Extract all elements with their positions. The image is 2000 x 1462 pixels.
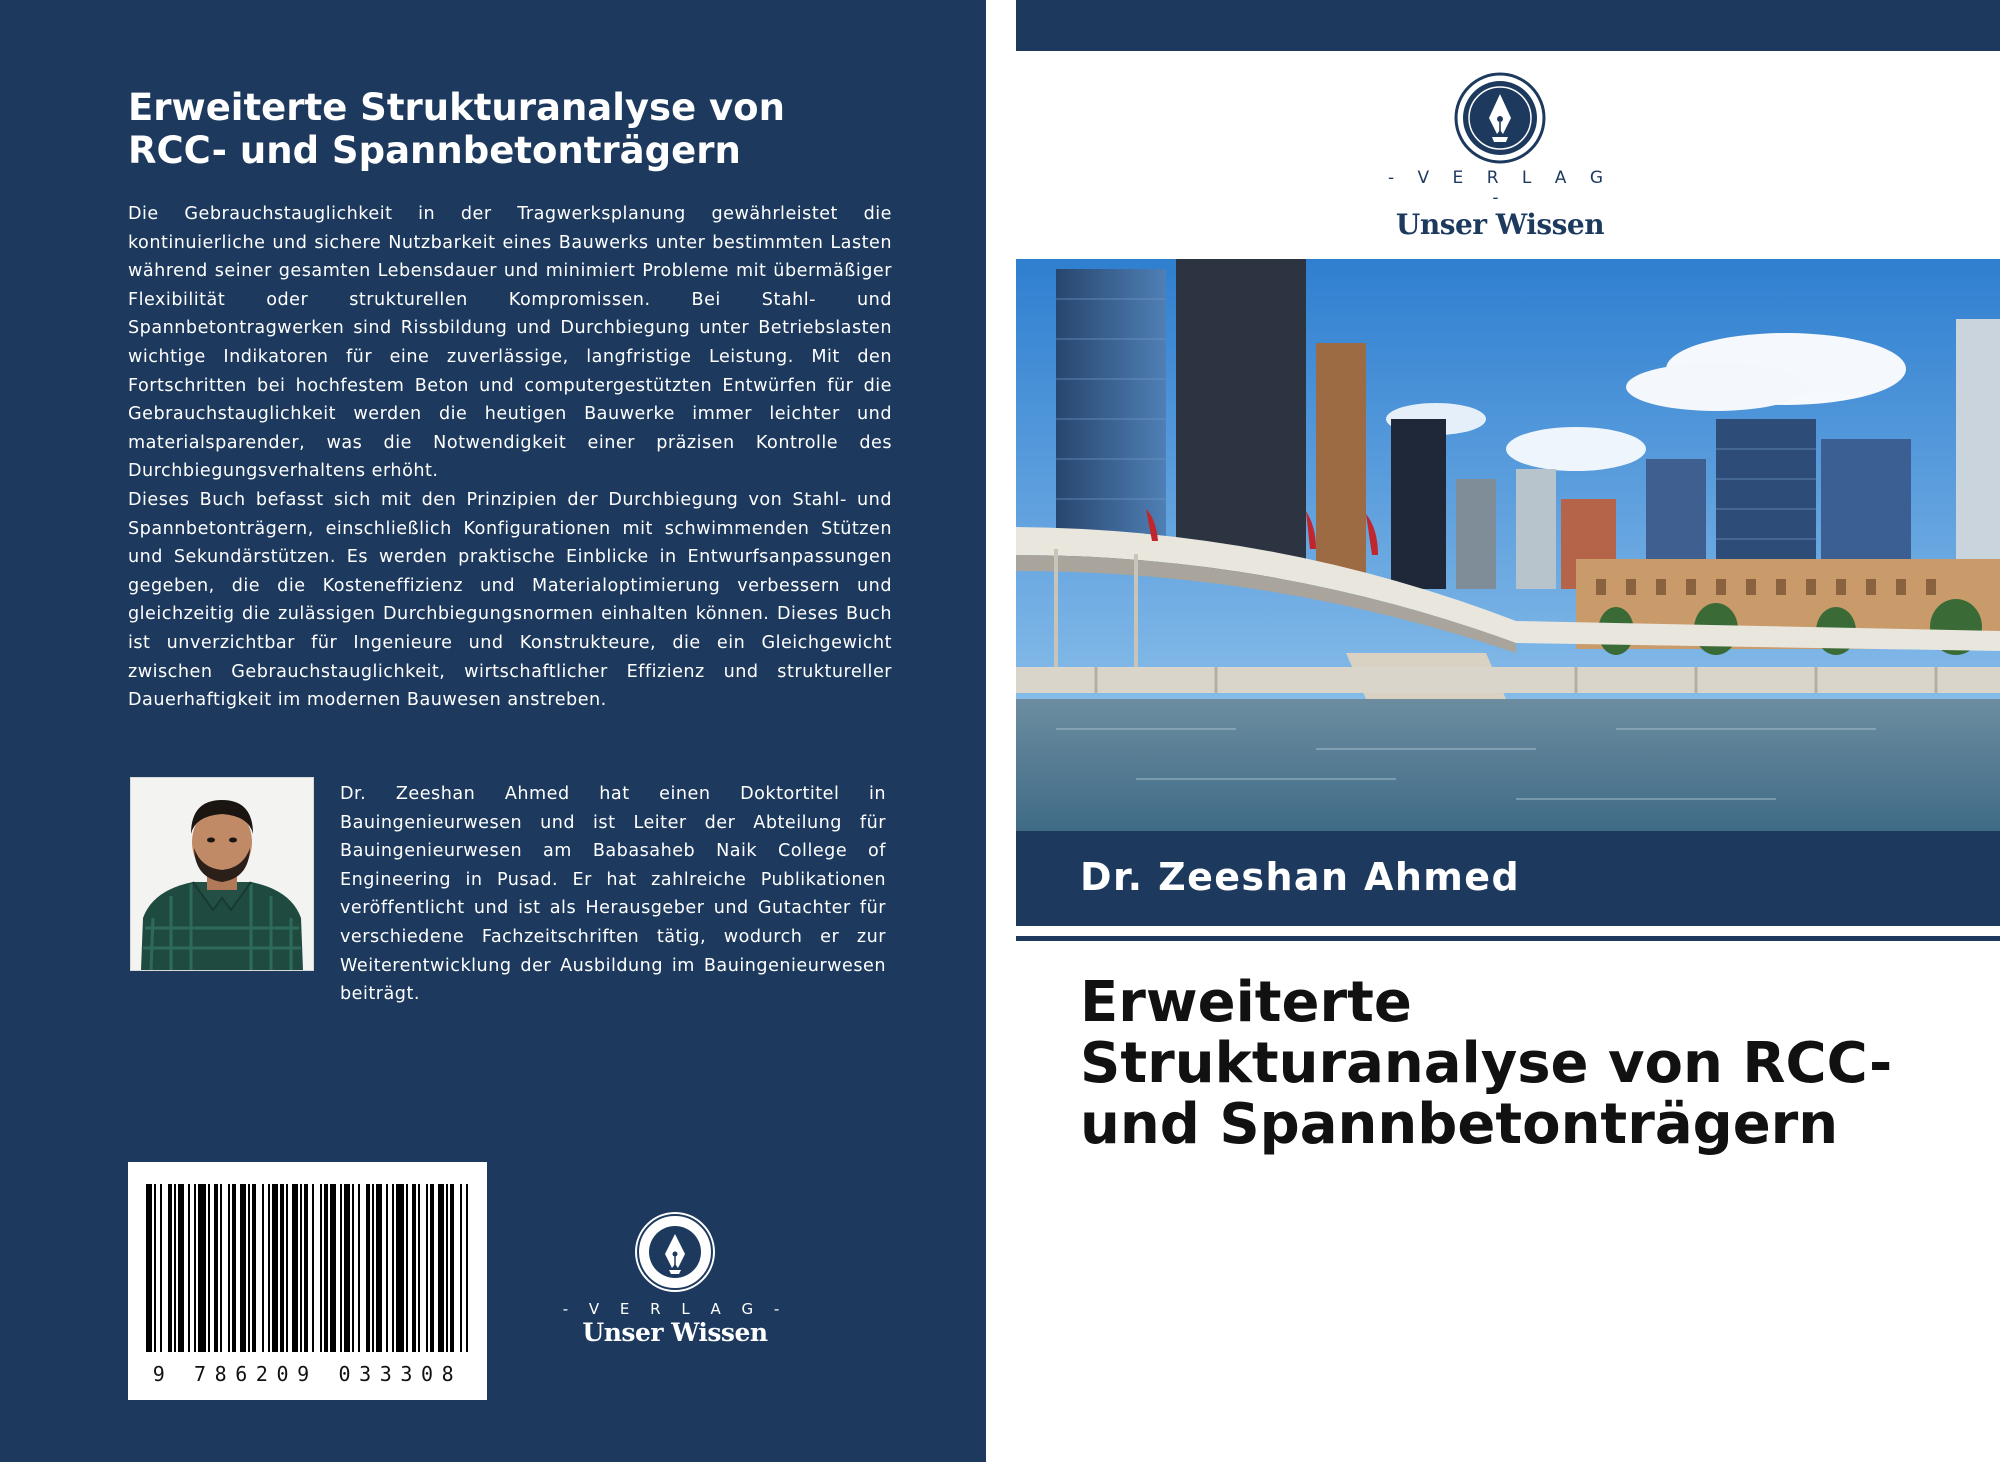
back-verlag-label: - V E R L A G - [562, 1300, 788, 1318]
barcode-bar [426, 1184, 428, 1352]
barcode-bar [154, 1184, 156, 1352]
barcode-bar [146, 1184, 152, 1352]
city-bridge-river-photo [1016, 259, 2000, 831]
barcode-bar [446, 1184, 448, 1352]
back-cover [0, 0, 986, 1462]
barcode-bar [160, 1184, 162, 1352]
barcode-bar [252, 1184, 256, 1352]
isbn-digits: 9 786209 033308 [152, 1362, 463, 1386]
barcode-bar [268, 1184, 270, 1352]
barcode-bar [248, 1184, 250, 1352]
back-title-line-1: Erweiterte Strukturanalyse von [128, 86, 785, 129]
barcode-bar [358, 1184, 360, 1352]
front-divider [1016, 936, 2000, 941]
barcode-bar [340, 1184, 342, 1352]
front-title-line-1: Erweiterte [1080, 970, 1412, 1035]
barcode-bar [438, 1184, 444, 1352]
barcode-bar [460, 1184, 462, 1352]
spine-gap [986, 0, 1016, 1462]
front-title [1080, 972, 1980, 1155]
front-author-name: Dr. Zeeshan Ahmed [1080, 855, 1521, 899]
barcode-bar [194, 1184, 196, 1352]
barcode-bar [418, 1184, 420, 1352]
barcode-bar [168, 1184, 172, 1352]
back-title-line-2: RCC- und Spannbetonträgern [128, 129, 741, 172]
barcode-bar [376, 1184, 382, 1352]
fountain-pen-nib-icon [633, 1210, 717, 1294]
barcode-bar [262, 1184, 264, 1352]
barcode-bar [450, 1184, 454, 1352]
back-blurb [128, 200, 892, 715]
barcode-bar [344, 1184, 350, 1352]
back-publisher-logo [560, 1210, 790, 1347]
barcode-bar [330, 1184, 336, 1352]
barcode-bar [272, 1184, 278, 1352]
barcode-bar [412, 1184, 416, 1352]
fountain-pen-nib-icon [1454, 72, 1546, 164]
barcode-bar [174, 1184, 176, 1352]
barcode-bar [286, 1184, 288, 1352]
barcode-bar [300, 1184, 302, 1352]
barcode-bar [396, 1184, 404, 1352]
author-band [1016, 831, 2000, 926]
barcode-bar [232, 1184, 236, 1352]
front-brand-name: Unser Wissen [1395, 208, 1605, 241]
barcode-bar [406, 1184, 408, 1352]
barcode-bar [430, 1184, 434, 1352]
barcode-bar [392, 1184, 394, 1352]
barcode-bar [372, 1184, 374, 1352]
barcode-bar [220, 1184, 222, 1352]
barcode-bar [312, 1184, 314, 1352]
front-publisher-logo [1380, 72, 1620, 241]
front-title-line-3: und Spannbetonträgern [1080, 1092, 1839, 1157]
barcode-bar [228, 1184, 230, 1352]
barcode-bar [324, 1184, 328, 1352]
barcode-bar [280, 1184, 284, 1352]
cover-photo [1016, 259, 2000, 831]
isbn-barcode [128, 1162, 487, 1400]
front-top-bar [1016, 0, 2000, 51]
author-photo [130, 777, 314, 971]
barcode-bar [198, 1184, 206, 1352]
barcode-bar [240, 1184, 246, 1352]
front-verlag-label: - V E R L A G - [1387, 168, 1612, 208]
barcode-bar [352, 1184, 354, 1352]
front-title-line-2: Strukturanalyse von RCC- [1080, 1031, 1893, 1096]
barcode-bar [188, 1184, 190, 1352]
blurb-paragraph-2: Dieses Buch befasst sich mit den Prinzipien der Durchbiegung von Stahl- und Spannbetonträgern, einschließlich Konfigurationen mit schwimmenden Stützen und Sekundärstützen. Es werden praktische Einblicke in Entwurfsanpassungen gegeben, die die Kosteneffizienz und Materialoptimierung verbessern und gleichzeitig die zulässigen Durchbiegungsnormen einhalten können. Dieses Buch ist unverzichtbar für Ingenieure und Konstrukteure, die ein Gleichgewicht zwischen Gebrauchstauglichkeit, wirtschaftlicher Effizienz und struktureller Dauerhaftigkeit im modernen Bauwesen anstreben. [128, 489, 892, 711]
author-bio: Dr. Zeeshan Ahmed hat einen Doktortitel in Bauingenieurwesen und ist Leiter der Abteilung für Bauingenieurwesen am Babasaheb Naik College of Engineering in Pusad. Er hat zahlreiche Publikationen veröffentlicht und ist als Herausgeber und Gutachter für verschiedene Fachzeitschriften tätig, wodurch er zur Weiterentwicklung der Ausbildung im Bauingenieurwesen beiträgt. [340, 784, 886, 1005]
barcode-bar [208, 1184, 210, 1352]
barcode-bar [466, 1184, 468, 1352]
barcode-bar [292, 1184, 298, 1352]
barcode-bar [214, 1184, 218, 1352]
barcode-bar [320, 1184, 322, 1352]
back-brand-name: Unser Wissen [582, 1318, 768, 1347]
barcode-bar [178, 1184, 184, 1352]
barcode-bar [304, 1184, 308, 1352]
blurb-paragraph-1: Die Gebrauchstauglichkeit in der Tragwerksplanung gewährleistet die kontinuierliche und sichere Nutzbarkeit eines Bauwerks unter bestimmten Lasten während seiner gesamten Lebensdauer und minimiert Probleme mit übermäßiger Flexibilität oder strukturellen Kompromissen. Bei Stahl- und Spannbetontragwerken sind Rissbildung und Durchbiegung unter Betriebslasten wichtige Indikatoren für eine zuverlässige, langfristige Leistung. Mit den Fortschritten bei hochfestem Beton und computergestützten Entwürfen für die Gebrauchstauglichkeit werden die heutigen Bauwerke immer leichter und materialsparender, was die Notwendigkeit einer präzisen Kontrolle des Durchbiegungsverhaltens erhöht. [128, 204, 892, 482]
back-title [128, 86, 908, 172]
barcode-bar [386, 1184, 388, 1352]
barcode-bar [366, 1184, 370, 1352]
author-portrait-image [131, 778, 313, 970]
